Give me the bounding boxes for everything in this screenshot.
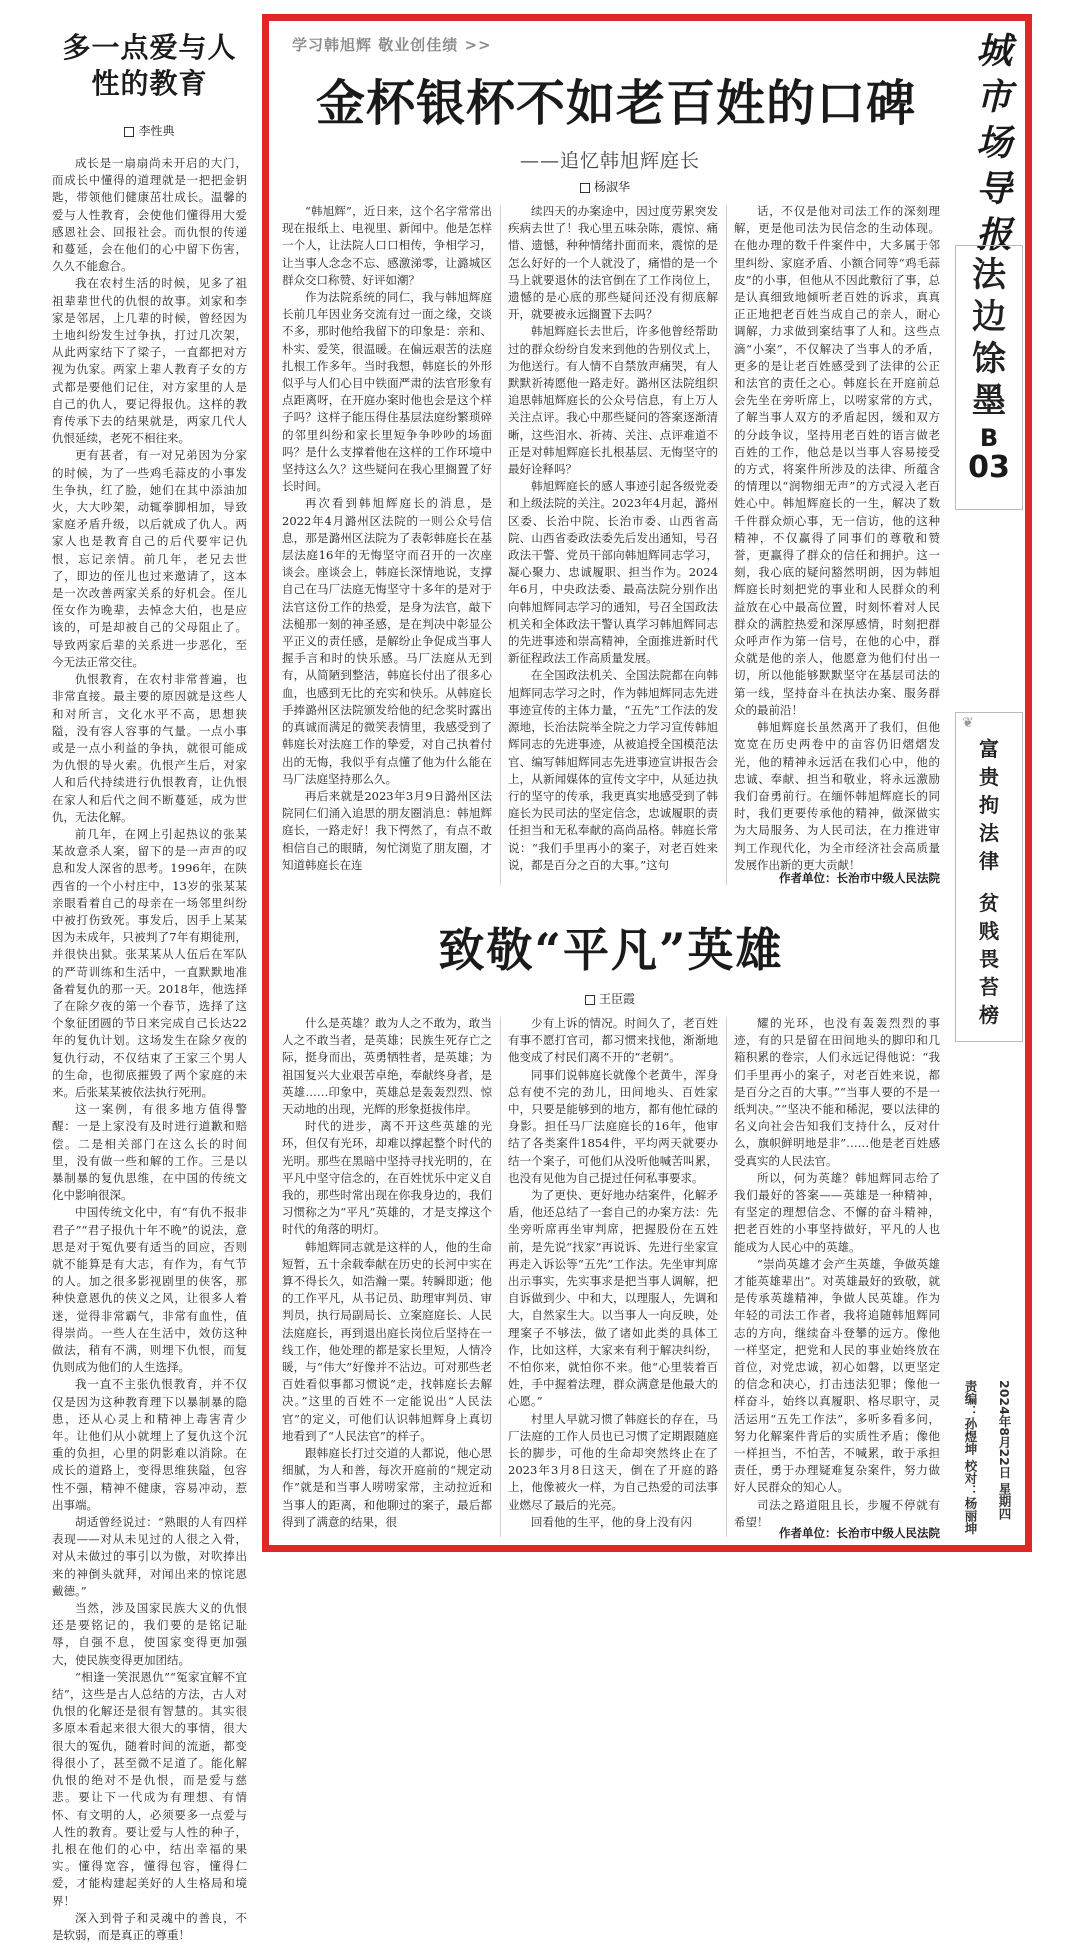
paragraph: 再后来就是2023年3月9日潞州区法院同仁们涌入追思的朋友圈消息：韩旭辉庭长，一路走好！我下愕然了，有点不敢相信自己的眼睛，匆忙浏览了朋友圈，才知道韩庭长在连 (282, 788, 492, 872)
feature-column-3 (734, 203, 940, 872)
paragraph: 跟韩庭长打过交道的人都说，他心思细腻，为人和善，每次开庭前的“规定动作”就是和当事人唠唠家常，主动拉近和当事人的距离，和他聊过的案子，最后都得到了满意的结果，很 (282, 1446, 492, 1529)
paragraph: “韩旭辉”，近日来，这个名字常常出现在报纸上、电视里、新闻中。他是怎样一个人，让法院人口口相传，争相学习，让当事人念念不忘、感激涕零，让潞城区群众交口称赞、好评如潮？ (282, 204, 492, 287)
motto-box (955, 712, 1023, 1042)
paragraph: 中国传统文化中，有“有仇不报非君子”“君子报仇十年不晚”的说法，意思是对于冤仇要有适当的回应，否则就不能算是有大志，有作为，有气节的人。加之很多影视剧里的侠客，那种快意恩仇的侠义之风，让很多人着迷，觉得非常霸气，非常有血性，值得崇尚。一些人在生活中，效仿这种做法，稍有不满，则埋下仇恨，而复仇则成为他们的人生选择。 (52, 1205, 247, 1375)
paragraph: 村里人早就习惯了韩庭长的存在，马厂法庭的工作人员也已习惯了定期跟随庭长的脚步，可他的生命却突然终止在了2023年3月8日这天，倒在了开庭的路上，他像被火一样，为自己热爱的司法事业燃尽了最后的光亮。 (508, 1411, 718, 1512)
section-box (955, 245, 1023, 510)
paragraph: 耀的光环，也没有轰轰烈烈的事迹，有的只是留在田间地头的脚印和几箱积累的卷宗，人们永远记得他说：“我们手里再小的案子，对老百姓来说，都是百分之百的大事。”“当事人要的不是一纸判决。”“坚决不能和稀泥，要以法律的名义向社会告知我们支持什么，反对什么，旗帜鲜明地是非”……他是老百姓感受真实的人民法官。 (734, 1016, 940, 1168)
essay-title: 致敬“平凡”英雄 (438, 923, 784, 977)
column-divider (500, 205, 501, 885)
paragraph: 话，不仅是他对司法工作的深刻理解，更是他司法为民信念的生动体现。在他办理的数千件案件中，大多属于邻里纠纷、家庭矛盾、小额合同等“鸡毛蒜皮”的小事，但他从不因此敷衍了事，总是认真细致地倾听老百姓的诉求，真真正正地把老百姓当成自己的亲人，耐心调解，力求做到案结事了人和。这些点滴“小案”，不仅解决了当事人的矛盾，更多的是让老百姓感受到了法律的公正和法官的责任之心。韩庭长在开庭前总会先坐在旁听席上，以唠家常的方式，了解当事人双方的矛盾起因，缓和双方的分歧争议，坚持用老百姓的语言做老百姓的工作，他总是以当事人容易接受的方式，将案件所涉及的法律、所蕴含的情理以“润物细无声”的方式浸入老百姓心中。韩旭辉庭长的一生，解决了数千件群众烦心事，无一信访，他的这种精神，不仅赢得了同事们的尊敬和赞誉，更赢得了群众的信任和拥护。这一刻，我心底的疑问豁然明朗，因为韩旭辉庭长时刻把党的事业和人民群众的利益放在心中最高位置，时刻怀着对人民群众的满腔热爱和深厚感情，时刻把群众呼声作为第一信号，在他的心中，群众就是他的亲人，他愿意为他们付出一切，所以他能够默默坚守在基层司法的第一线，坚持奋斗在执法办案、服务群众的最前沿！ (734, 204, 940, 717)
column-divider (726, 1017, 727, 1537)
paragraph: 这一案例，有很多地方值得警醒：一是上家没有及时进行道歉和赔偿。二是相关部门在这么长的时间里，没有做一些和解的工作。三是以暴制暴的复仇思维，在中国的传统文化中影响很深。 (52, 1102, 247, 1203)
paragraph: 当然，涉及国家民族大义的仇恨还是要铭记的，我们要的是铭记耻辱，自强不息，使国家变得更加强大，使民族变得更加团结。 (52, 1601, 247, 1667)
left-article-body (52, 155, 247, 1944)
paragraph: 我在农村生活的时候，见多了祖祖辈辈世代的仇恨的故事。刘家和李家是邻居，上几辈的时候，曾经因为土地纠纷发生过争执，打过几次架，从此两家结下了梁子，一直都把对方视为仇家。两家上辈人教育子女的方式都是要他们记住，对方家里的人是自己的仇人，要记得报仇。这样的教育传承下去的结果就是，两家几代人仇恨延续，老死不相往来。 (52, 276, 247, 446)
paragraph: 回看他的生平，他的身上没有闪 (531, 1514, 692, 1529)
publication-date: 2024年8月22日 星期四 (997, 1380, 1012, 1521)
paragraph: 韩旭辉庭长虽然离开了我们，但他宽宽在历史两卷中的亩容仍旧熠熠发光，他的精神永远活在我们心中，他的忠诚、奉献、担当和敬业，将永远激励我们奋勇前行。在缅怀韩旭辉庭长的同时，我们更要传承他的精神，做深做实为大局服务、为人民司法，在力推进审判工作现代化，为全市经济社会高质量发展作出新的更大贡献！ (734, 720, 940, 872)
feature-workplace: 作者单位：长治市中级人民法院 (779, 871, 940, 885)
left-article-byline (52, 122, 247, 139)
motto-line-1: 富 贵 拘 法 律 (979, 737, 999, 873)
motto-line-2: 贫 贱 畏 苔 榜 (979, 891, 999, 1027)
section-name: 法 边 馀 墨 (972, 255, 1006, 421)
paragraph: 更有甚者，有一对兄弟因为分家的时候，为了一些鸡毛蒜皮的小事发生争执，红了脸，她们在其中添油加火，大大吵架，动辄拳脚相加，导致家庭矛盾升级，以后就成了仇人。两家人也是教育自己的后代要牢记仇恨，忘记亲情。前几年，老兄去世了，即边的侄儿也过来邀请了，这本是一次改善两家关系的好机会。侄儿侄女作为晚辈，去悼念大伯，也是应该的，可是却被自己的父母阻止了。导致两家后辈的关系进一步恶化，至今无法正常交往。 (52, 448, 247, 669)
paragraph: 韩旭辉庭长的感人事迹引起各级党委和上级法院的关注。2023年4月起，潞州区委、长治中院、长治市委、山西省高院、山西省委政法委先后发出通知，号召政法干警、党员干部向韩旭辉同志学习，凝心聚力、忠诚履职、担当作为。2024年6月，中央政法委、最高法院分别作出向韩旭辉同志学习的通知，号召全国政法机关和全体政法干警认真学习韩旭辉同志的先进事迹和崇高精神，全面推进新时代新征程政法工作高质量发展。 (508, 479, 718, 666)
feature-subtitle: ——追忆韩旭辉庭长 (520, 150, 701, 172)
paragraph: 所以，何为英雄？韩旭辉同志给了我们最好的答案——英雄是一种精神，有坚定的理想信念、不懈的奋斗精神，把老百姓的小事坚持做好，平凡的人也能成为人民心中的英雄。 (734, 1170, 940, 1254)
paragraph: 什么是英雄？敢为人之不敢为，敢当人之不敢当者，是英雄；民族生死存亡之际，挺身而出，英勇牺牲者，是英雄；为祖国复兴大业艰苦卓绝，奉献终身者，是英雄……印象中，英雄总是轰轰烈烈、惊天动地的出现，光辉的形象挺拔伟岸。 (282, 1016, 492, 1117)
paragraph: 同事们说韩庭长就像个老黄牛，浑身总有使不完的劲儿，田间地头、百姓家中，只要是能够到的地方，都有他忙碌的身影。担任马厂法庭庭长的16年，他审结了各类案件1854件，平均两天就要办结一个案子，可他们从没听他喊苦叫累，也没有见他为自己提过任何私事要求。 (508, 1067, 718, 1185)
paragraph: 在全国政法机关、全国法院都在向韩旭辉同志学习之时，作为韩旭辉同志先进事迹宣传的主体力量，“五先”工作法的发源地，长治法院举全院之力学习宣传韩旭辉同志的先进事迹，从被追授全国模范法官、编写韩旭辉同志先进事迹宣讲报告会上，从新闻媒体的宣传文字中，从延边执行的坚守的传承，我更真实地感受到了韩庭长为民司法的坚定信念，忠诚履职的责任担当和无私奉献的高尚品格。韩庭长常说：“我们手里再小的案子，对老百姓来说，都是百分之百的大事。”这句 (508, 668, 718, 872)
feature-byline (580, 178, 630, 195)
page-number: 03 (968, 450, 1010, 485)
newspaper-masthead: 城 市 场 导 报 (975, 30, 1012, 256)
paragraph: 司法之路道阻且长，步履不停就有希望！ (734, 1497, 940, 1529)
paragraph: 前几年，在网上引起热议的张某某故意杀人案，留下的是一声声的叹息和发人深省的思考。1996年，在陕西省的一个小村庄中，13岁的张某某亲眼看着自己的母亲在一场邻里纠纷中被打伤致死。事发后，因手上某某因为未成年，只被判了7年有期徒刑，并很快出狱。张某某从人伍后在军队的严苛训练和生活中，一直默默地准备着复仇的那一天。2018年，他选择了在除夕夜的第一个春节，选择了这个象征团圆的节日来完成自己长达22年的复仇计划。这场发生在除夕夜的复仇行动，不仅结束了王家三个男人的生命，也彻底摧毁了两个家庭的未来。后张某某被依法执行死刑。 (52, 826, 247, 1099)
essay-column-3 (734, 1015, 940, 1529)
paragraph: “相逢一笑泯恩仇”“冤家宜解不宜结”，这些是古人总结的方法，古人对仇恨的化解还是很有智慧的。其实很多原本看起来很大很大的事情，很大很大的冤仇，随着时间的流逝，都变得很小了，甚至微不足道了。能化解仇恨的绝对不是仇恨，而是爱与慈悲。要让下一代成为有理想、有情怀、有文明的人，必须要多一点爱与人性的教育。要让爱与人性的种子，扎根在他们的心中，结出幸福的果实。懂得宽容，懂得包容，懂得仁爱，才能构建起美好的人生格局和境界！ (52, 1669, 247, 1908)
essay-column-1 (282, 1015, 492, 1535)
paragraph: 续四天的办案途中，因过度劳累突发疾病去世了！我心里五味杂陈，震惊、痛惜、遗憾，种种情绪扑面而来，震惊的是怎么好好的一个人就没了，痛惜的是一个马上就要退休的法官倒在了工作岗位上，遗憾的是心底的那些疑问还没有彻底解开，就要被永远搁置下去吗？ (508, 204, 718, 322)
column-divider (500, 1017, 501, 1537)
paragraph: 胡适曾经说过：“熟眼的人有四样表现——对从未见过的人很之入骨，对从未做过的事引以为傲，对吹捧出来的神倒头就拜，对闻出来的惊诧恩戴德。” (52, 1515, 247, 1598)
paragraph: 仇恨教育，在农村非常普遍，也非常直接。最主要的原因就是这些人和对所言，文化水平不高，思想狭隘，没有容人容事的气量。一点小事或是一点小利益的争执，就很可能成为仇恨的导火索。仇恨产生后，对家人和后代持续进行仇恨教育，让仇恨在家人和后代之间不断蔓延，成为世仇，无法化解。 (52, 672, 247, 824)
feature-author: 杨淑华 (594, 180, 631, 194)
paragraph: 我一直不主张仇恨教育，并不仅仅是因为这种教育理下以暴制暴的隐患，还从心灵上和精神上毒害青少年。让他们从小就埋上了复仇这个沉重的负担，心里的阴影难以消除。在成长的道路上，变得思维狭隘，包容性不强，精神不健康，容易冲动，惹出事端。 (52, 1377, 247, 1512)
byline-square-icon (580, 183, 590, 193)
paragraph: “崇尚英雄才会产生英雄，争做英雄才能英雄辈出”。对英雄最好的致敬，就是传承英雄精神，争做人民英雄。作为年轻的司法工作者，我将追随韩旭辉同志的方向，继续奋斗登攀的远方。像他一样坚定，把党和人民的事业始终放在首位，对党忠诚，初心如磐，以更坚定的信念和决心，打击违法犯罪；像他一样奋斗，始终以真履职、格尽职守，灵活运用“五先工作法”，多听多看多问，努力化解案件背后的实质性矛盾；像他一样担当，不怕苦，不喊累，敢于承担责任，勇于办理疑难复杂案件，努力做好人民群众的知心人。 (734, 1256, 940, 1495)
byline-square-icon (124, 127, 134, 137)
essay-column-2 (508, 1015, 718, 1535)
left-article (52, 30, 247, 1942)
paragraph: 再次看到韩旭辉庭长的消息，是2022年4月潞州区法院的一则公众号信息，那是潞州区法院为了表彰韩庭长在基层法庭16年的无悔坚守而召开的一次座谈会。座谈会上，韩庭长深情地说，支撑自己在马厂法庭无悔坚守十多年的是对于法官这份工作的热爱，是身为法官，敲下法槌那一刻的神圣感，是在判决中彰显公平正义的责任感，是解纷止争促成当事人握手言和时的快乐感。马厂法庭从无到有，从简陋到整洁，韩庭长付出了很多心血，也感到无比的充实和快乐。从韩庭长手捧潞州区法院颁发给他的纪念奖时露出的真诚而满足的微笑表情里，我感受到了韩庭长对法庭工作的挚爱，对自己执着付出的无悔，我似乎有点懂了他为什么能在马厂法庭坚持那么久。 (282, 496, 492, 786)
paragraph: 少有上诉的情况。时间久了，老百姓有事不愿打官司，都习惯来找他，渐渐地他变成了村民们离不开的“老朝”。 (508, 1016, 718, 1065)
paragraph: 作为法院系统的同仁，我与韩旭辉庭长前几年因业务交流有过一面之缘，交谈不多，那时他给我留下的印象是：亲和、朴实、爱笑，很温暖。在偏远艰苦的法庭扎根工作多年。当时我想，韩庭长的外形似乎与人们心目中铁面严肃的法官形象有点距离呀，在开庭办案时他也会是这个样子吗？这样子能压得住基层法庭纷繁琐碎的邻里纠纷和家长里短争争吵吵的场面吗？是什么支撑着他在这样的工作环境中坚持这么久？这些疑问在我心里搁置了好长时间。 (282, 290, 492, 494)
paragraph: 时代的进步，离不开这些英雄的光环，但仅有光环，却难以撑起整个时代的光明。那些在黑暗中坚持寻找光明的，在平凡中坚守信念的，在百姓忧乐中定义自我的，那些时常出现在你我身边的，我们习惯称之为“平凡”英雄的，才是支撑这个时代的角落的明灯。 (282, 1119, 492, 1237)
paragraph: 韩旭辉庭长去世后，许多他曾经帮助过的群众纷纷自发来到他的告别仪式上，为他送行。有人情不自禁放声痛哭，有人默默祈祷愿他一路走好。潞州区法院组织追思韩旭辉庭长的公众号信息，有上万人关注点评。我心中那些疑问的答案逐渐清晰，这些泪水、祈祷、关注、点评难道不正是对韩旭辉庭长扎根基层、无悔坚守的最好诠释吗？ (508, 324, 718, 477)
essay-workplace: 作者单位：长治市中级人民法院 (779, 1526, 940, 1540)
page-letter: B (979, 424, 999, 452)
leaf-icon: ❦ (962, 715, 974, 731)
feature-column-1 (282, 203, 492, 883)
paragraph: 成长是一扇扇尚未开启的大门，而成长中懂得的道理就是一把把金钥匙，带领他们健康茁壮成长。温馨的爱与人性教育，会使他们懂得用大爱感恩社会、回报社会。而仇恨的传递和蔓延，会在他们的心中留下伤害，久久不能愈合。 (52, 156, 247, 274)
feature-column-2 (508, 203, 718, 883)
essay-byline (585, 990, 635, 1007)
paragraph: 为了更快、更好地办结案件，化解矛盾，他还总结了一套自己的办案方法：先坐旁听席再坐审判席，把握股份在五姓前，是先说“找家”再说诉、先进行坐家宣再走入诉讼等“五先”工作法。先坐审判席出示事实，先实事求是把当事人调解，把自诉做到少、中和大，以理服人，先调和大，自然家生大。以当事人一向反映，处理案子不够法，做了诸如此类的具体工作，比如这样，大家来有利于解决纠纷，不怕你来，就怕你不来。他“心里装着百姓，手中握着法理，群众满意是他最大的心愿。” (508, 1188, 718, 1409)
paragraph: 深入到骨子和灵魂中的善良，不是软弱，而是真正的尊重！ (52, 1910, 247, 1942)
column-kicker: 学习韩旭辉 敬业创佳绩 >> (292, 36, 492, 54)
essay-author: 王臣霞 (599, 992, 636, 1006)
column-divider (726, 205, 727, 885)
left-article-title: 多一点爱与人性的教育 (62, 31, 237, 100)
feature-title: 金杯银杯不如老百姓的口碑 (315, 74, 916, 132)
editors-credit: 责编：孙煜坤 校对：杨丽坤 (963, 1380, 978, 1535)
byline-square-icon (585, 995, 595, 1005)
left-article-author: 李性典 (138, 124, 175, 138)
paragraph: 韩旭辉同志就是这样的人，他的生命短暂，五十余载奉献在历史的长河中实在算不得长久，如浩瀚一粟。转瞬即逝；他的工作平凡，从书记员、助理审判员、审判员，执行局副局长、立案庭庭长、人民法庭庭长，再到退出庭长岗位后坚持在一线工作，他处理的都是家长里短，人情冷暖，与“伟大”好像并不沾边。可对那些老百姓看似事都习惯说“走，找韩庭长去解决。”这里的百姓不一定能说出“人民法官”的定义，可他们认识韩旭辉身上真切地看到了“人民法官”的样子。 (282, 1239, 492, 1443)
